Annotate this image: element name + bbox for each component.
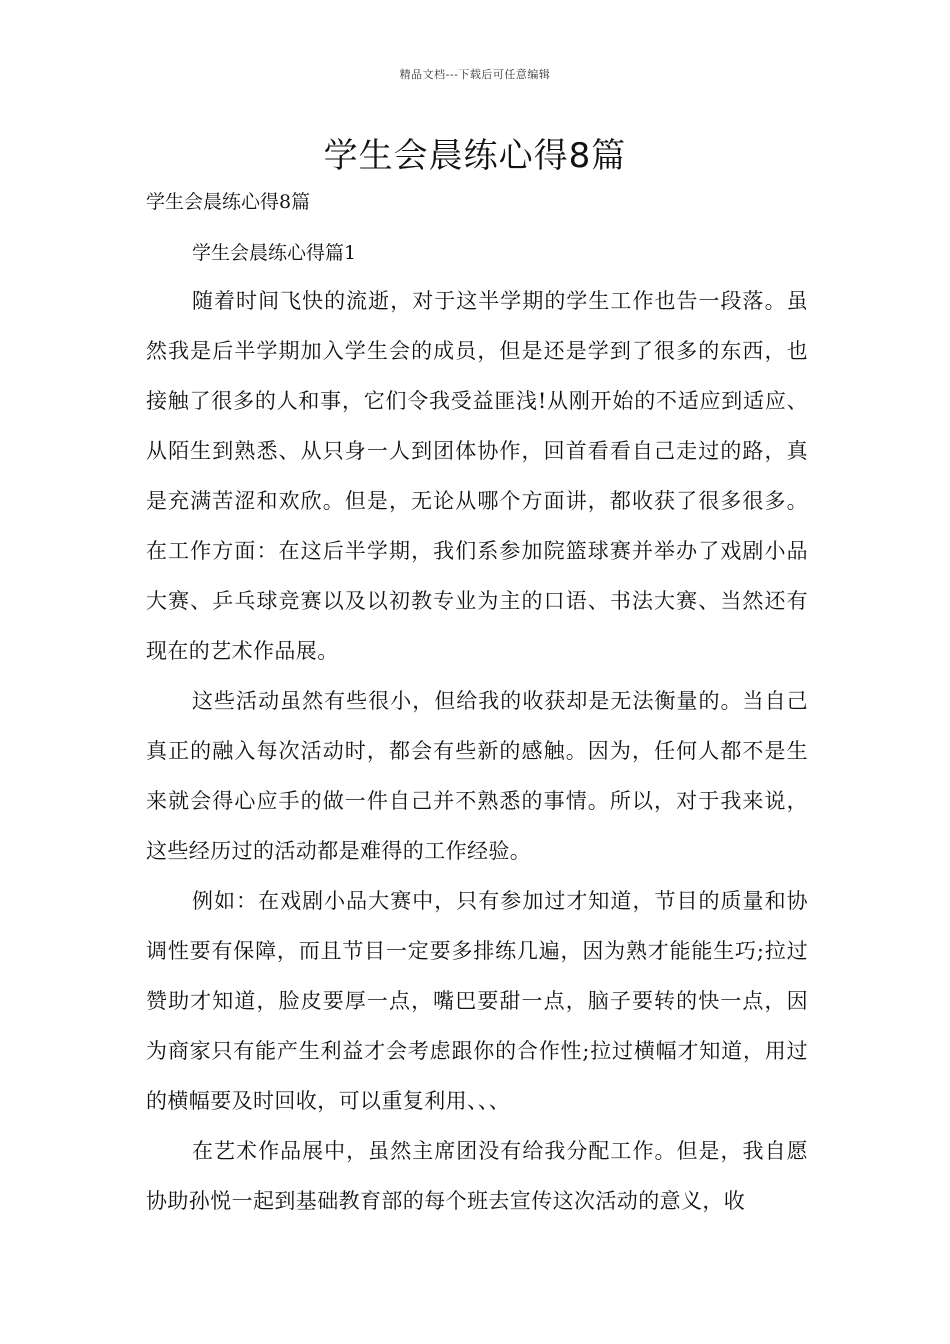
- paragraph: 这些活动虽然有些很小，但给我的收获却是无法衡量的。当自己真正的融入每次活动时，都会有些新的感触。因为，任何人都不是生来就会得心应手的做一件自己并不熟悉的事情。所以，对于我来说，这些经历过的活动都是难得的工作经验。: [146, 689, 808, 863]
- page-header: 精品文档---下载后可任意编辑: [399, 68, 551, 81]
- paragraph: 例如：在戏剧小品大赛中，只有参加过才知道，节目的质量和协调性要有保障，而且节目一定要多排练几遍，因为熟才能能生巧;拉过赞助才知道，脸皮要厚一点，嘴巴要甜一点，脑子要转的快一点，因为商家只有能产生利益才会考虑跟你的合作性;拉过横幅才知道，用过的横幅要及时回收，可以重复利用、、、: [146, 889, 808, 1113]
- document-subtitle: 学生会晨练心得8篇: [146, 191, 311, 213]
- paragraph: 在艺术作品展中，虽然主席团没有给我分配工作。但是，我自愿协助孙悦一起到基础教育部的每个班去宣传这次活动的意义，收: [146, 1139, 808, 1213]
- paragraph: 随着时间飞快的流逝，对于这半学期的学生工作也告一段落。虽然我是后半学期加入学生会的成员，但是还是学到了很多的东西，也接触了很多的人和事，它们令我受益匪浅!从刚开始的不适应到适应、从陌生到熟悉、从只身一人到团体协作，回首看看自己走过的路，真是充满苦涩和欢欣。但是，无论从哪个方面讲，都收获了很多很多。在工作方面：在这后半学期，我们系参加院篮球赛并举办了戏剧小品大赛、乒乓球竞赛以及以初教专业为主的口语、书法大赛、当然还有现在的艺术作品展。: [146, 289, 808, 663]
- document-body: [146, 276, 808, 1226]
- section-heading: 学生会晨练心得篇1: [192, 242, 357, 264]
- document-title: 学生会晨练心得8篇: [323, 136, 627, 176]
